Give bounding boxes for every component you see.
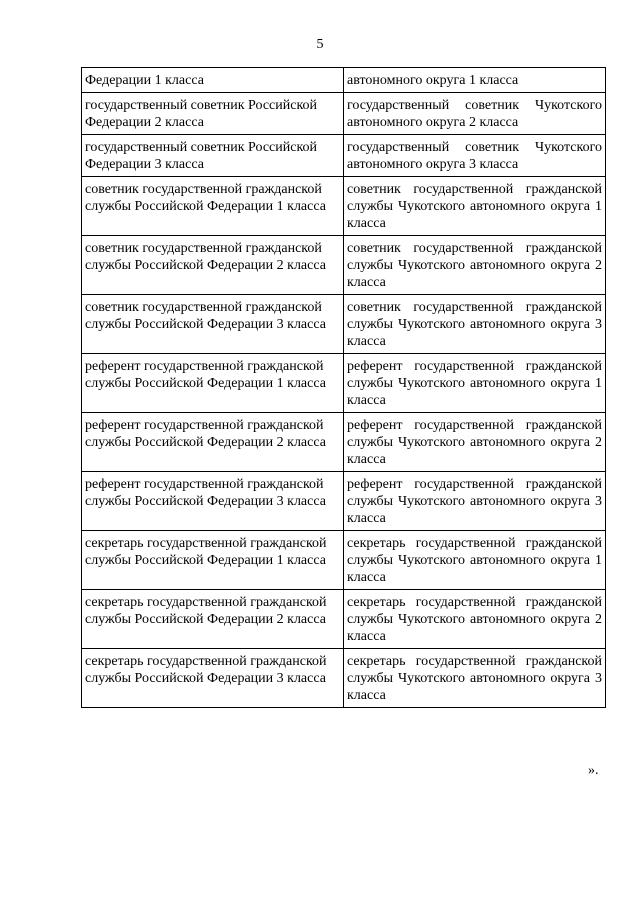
table-row: [82, 135, 606, 177]
federal-rank-cell: секретарь государственной гражданской службы Российской Федерации 1 класса: [82, 531, 344, 590]
table-row: [82, 531, 606, 590]
table-row: [82, 649, 606, 708]
regional-rank-cell: советник государственной гражданской службы Чукотского автономного округа 3 класса: [344, 295, 606, 354]
regional-rank-cell: секретарь государственной гражданской службы Чукотского автономного округа 3 класса: [344, 649, 606, 708]
table-row: [82, 354, 606, 413]
federal-rank-cell: советник государственной гражданской службы Российской Федерации 1 класса: [82, 177, 344, 236]
table-body: [82, 68, 606, 708]
regional-rank-cell: секретарь государственной гражданской службы Чукотского автономного округа 2 класса: [344, 590, 606, 649]
federal-rank-cell: референт государственной гражданской службы Российской Федерации 2 класса: [82, 413, 344, 472]
table-row: [82, 236, 606, 295]
table-row: [82, 295, 606, 354]
regional-rank-cell: референт государственной гражданской службы Чукотского автономного округа 1 класса: [344, 354, 606, 413]
regional-rank-cell: автономного округа 1 класса: [344, 68, 606, 93]
regional-rank-cell: секретарь государственной гражданской службы Чукотского автономного округа 1 класса: [344, 531, 606, 590]
table-row: [82, 413, 606, 472]
regional-rank-cell: советник государственной гражданской службы Чукотского автономного округа 2 класса: [344, 236, 606, 295]
table-row: [82, 68, 606, 93]
regional-rank-cell: государственный советник Чукотского автономного округа 3 класса: [344, 135, 606, 177]
federal-rank-cell: государственный советник Российской Федерации 2 класса: [82, 93, 344, 135]
closing-quote-mark: ».: [588, 763, 599, 778]
page-number: 5: [316, 37, 324, 52]
regional-rank-cell: советник государственной гражданской службы Чукотского автономного округа 1 класса: [344, 177, 606, 236]
table-row: [82, 590, 606, 649]
federal-rank-cell: советник государственной гражданской службы Российской Федерации 3 класса: [82, 295, 344, 354]
federal-rank-cell: государственный советник Российской Федерации 3 класса: [82, 135, 344, 177]
federal-rank-cell: секретарь государственной гражданской службы Российской Федерации 2 класса: [82, 590, 344, 649]
regional-rank-cell: референт государственной гражданской службы Чукотского автономного округа 3 класса: [344, 472, 606, 531]
table-row: [82, 93, 606, 135]
federal-rank-cell: референт государственной гражданской службы Российской Федерации 3 класса: [82, 472, 344, 531]
regional-rank-cell: референт государственной гражданской службы Чукотского автономного округа 2 класса: [344, 413, 606, 472]
regional-rank-cell: государственный советник Чукотского автономного округа 2 класса: [344, 93, 606, 135]
table-row: [82, 472, 606, 531]
table-row: [82, 177, 606, 236]
federal-rank-cell: референт государственной гражданской службы Российской Федерации 1 класса: [82, 354, 344, 413]
federal-rank-cell: Федерации 1 класса: [82, 68, 344, 93]
federal-rank-cell: секретарь государственной гражданской службы Российской Федерации 3 класса: [82, 649, 344, 708]
rank-correspondence-table: [81, 67, 606, 708]
federal-rank-cell: советник государственной гражданской службы Российской Федерации 2 класса: [82, 236, 344, 295]
